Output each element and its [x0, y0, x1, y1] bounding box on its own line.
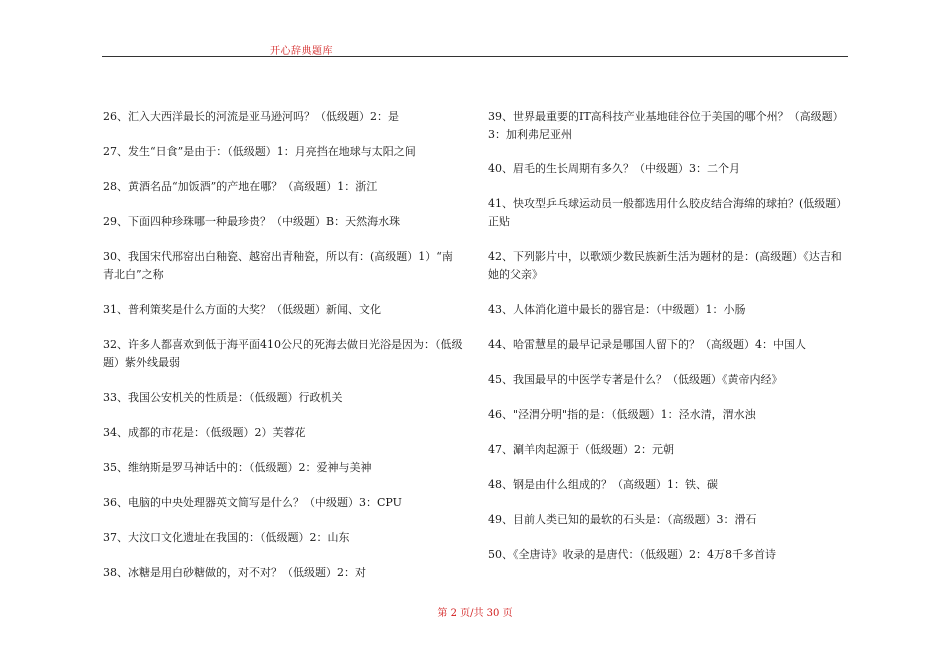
header-divider: [102, 56, 848, 57]
question-item: 45、我国最早的中医学专著是什么？（低级题）《黄帝内经》: [488, 373, 783, 386]
question-item: 42、下列影片中，以歌颂少数民族新生活为题材的是：(高级题）《达吉和她的父亲》: [488, 250, 842, 281]
question-item: 31、普利策奖是什么方面的大奖？（低级题）新闻、文化: [103, 303, 381, 316]
question-item: 33、我国公安机关的性质是：（低级题）行政机关: [103, 391, 343, 404]
question-item: 35、维纳斯是罗马神话中的：（低级题）2：爱神与美神: [103, 461, 372, 474]
question-item: 27、发生“日食”是由于：（低级题）1：月亮挡在地球与太阳之间: [103, 145, 416, 158]
question-item: 43、人体消化道中最长的器官是：（中级题）1：小肠: [488, 303, 746, 316]
document-header-title: 开心辞典题库: [270, 46, 333, 57]
question-item: 50、《全唐诗》收录的是唐代：（低级题）2：4万8千多首诗: [488, 548, 776, 561]
question-item: 29、下面四种珍珠哪一种最珍贵？（中级题）B：天然海水珠: [103, 215, 401, 228]
page-number-footer: 第 2 页/共 30 页: [437, 608, 513, 619]
question-item: 44、哈雷慧星的最早记录是哪国人留下的？（高级题）4：中国人: [488, 338, 806, 351]
question-item: 46、"泾渭分明"指的是：（低级题）1：泾水清，渭水浊: [488, 408, 756, 421]
question-item: 32、许多人都喜欢到低于海平面410公尺的死海去做日光浴是因为：（低级题）紫外线最弱: [103, 338, 463, 369]
question-item: 36、电脑的中央处理器英文简写是什么？（中级题）3：CPU: [103, 496, 402, 509]
question-item: 40、眉毛的生长周期有多久？（中级题）3：二个月: [488, 162, 740, 175]
question-item: 34、成都的市花是：（低级题）2）芙蓉花: [103, 426, 306, 439]
question-item: 37、大汶口文化遗址在我国的：（低级题）2：山东: [103, 531, 350, 544]
question-item: 38、冰糖是用白砂糖做的，对不对？（低级题）2：对: [103, 566, 366, 579]
question-item: 47、涮羊肉起源于（低级题）2：元朝: [488, 443, 674, 456]
question-item: 41、快攻型乒乓球运动员一般都选用什么胶皮结合海绵的球拍？(低级题）正贴: [488, 197, 848, 228]
question-item: 48、钢是由什么组成的？（高级题）1：铁、碳: [488, 478, 718, 491]
question-item: 30、我国宋代邢窑出白釉瓷、越窑出青釉瓷，所以有：(高级题）1）“南青北白”之称: [103, 250, 453, 281]
question-item: 28、黄酒名品“加饭酒”的产地在哪？（高级题）1：浙江: [103, 180, 378, 193]
question-item: 26、汇入大西洋最长的河流是亚马逊河吗？（低级题）2：是: [103, 110, 399, 123]
question-item: 49、目前人类已知的最软的石头是：（高级题）3：滑石: [488, 513, 757, 526]
question-item: 39、世界最重要的IT高科技产业基地硅谷位于美国的哪个州？（高级题）3：加利弗尼亚州: [488, 110, 844, 141]
